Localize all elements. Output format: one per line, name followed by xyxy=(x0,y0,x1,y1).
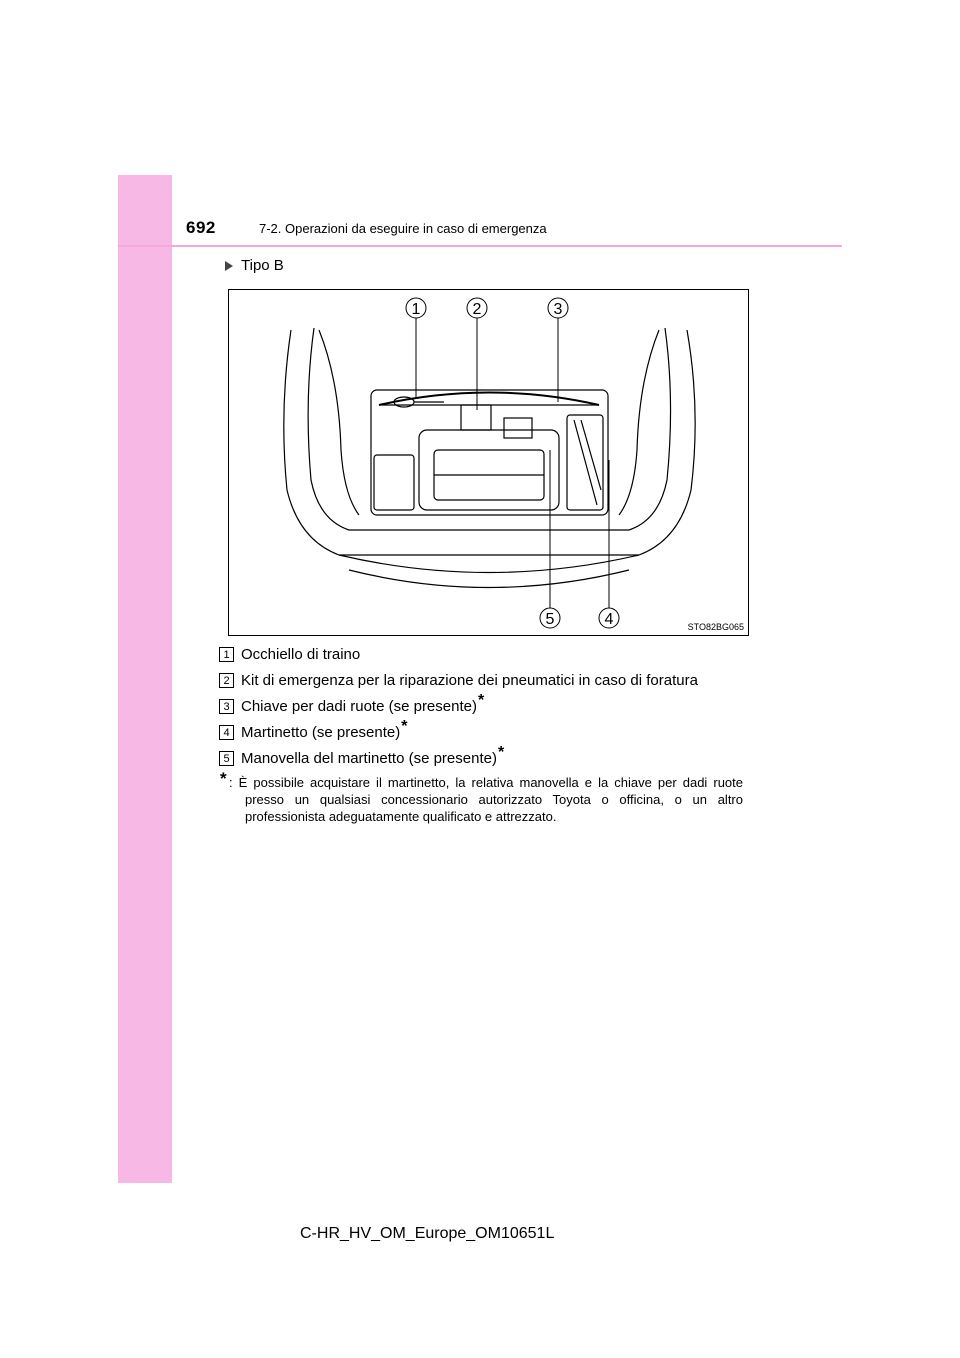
callout-4: 4 xyxy=(604,611,614,628)
legend-number: 1 xyxy=(219,647,234,662)
legend-label: Occhiello di traino xyxy=(241,646,361,663)
legend-number: 2 xyxy=(219,673,234,688)
legend-label: Kit di emergenza per la riparazione dei pneumatici in caso di foratura xyxy=(241,672,698,689)
callout-2: 2 xyxy=(472,301,482,318)
footnote-mark: * xyxy=(220,769,227,788)
legend-item xyxy=(219,744,759,776)
callout-5: 5 xyxy=(545,611,555,628)
legend-label: Chiave per dadi ruote (se presente)* xyxy=(241,692,485,715)
legend-number: 4 xyxy=(219,725,234,740)
triangle-bullet-icon xyxy=(225,261,233,271)
figure-code: STO82BG065 xyxy=(687,622,744,632)
legend-label: Martinetto (se presente)* xyxy=(241,718,408,741)
legend-label: Manovella del martinetto (se presente)* xyxy=(241,744,505,767)
legend-item xyxy=(219,646,759,672)
header-rule xyxy=(118,245,842,247)
trunk-illustration xyxy=(228,289,749,636)
legend-number: 3 xyxy=(219,699,234,714)
legend-list xyxy=(219,646,759,776)
footnote xyxy=(220,769,743,825)
legend-item xyxy=(219,672,759,698)
callout-1: 1 xyxy=(411,301,421,318)
trunk-drawing xyxy=(229,290,749,636)
section-title: 7-2. Operazioni da eseguire in caso di emergenza xyxy=(259,221,547,236)
footnote-text: : È possibile acquistare il martinetto, la relativa manovella e la chiave per dadi ruote presso un qualsiasi concessionario autorizzato Toyota o officina, o un altro professionista adeguatamente qualificato e attrezzato. xyxy=(229,775,743,824)
legend-item xyxy=(219,718,759,750)
footer-doc-id: C-HR_HV_OM_Europe_OM10651L xyxy=(300,1225,555,1242)
sub-heading xyxy=(225,257,284,274)
sub-heading-label: Tipo B xyxy=(241,257,284,274)
legend-item xyxy=(219,692,759,724)
side-tab-bar xyxy=(118,175,172,1183)
callout-3: 3 xyxy=(553,301,563,318)
page-number: 692 xyxy=(186,218,216,237)
legend-number: 5 xyxy=(219,751,234,766)
